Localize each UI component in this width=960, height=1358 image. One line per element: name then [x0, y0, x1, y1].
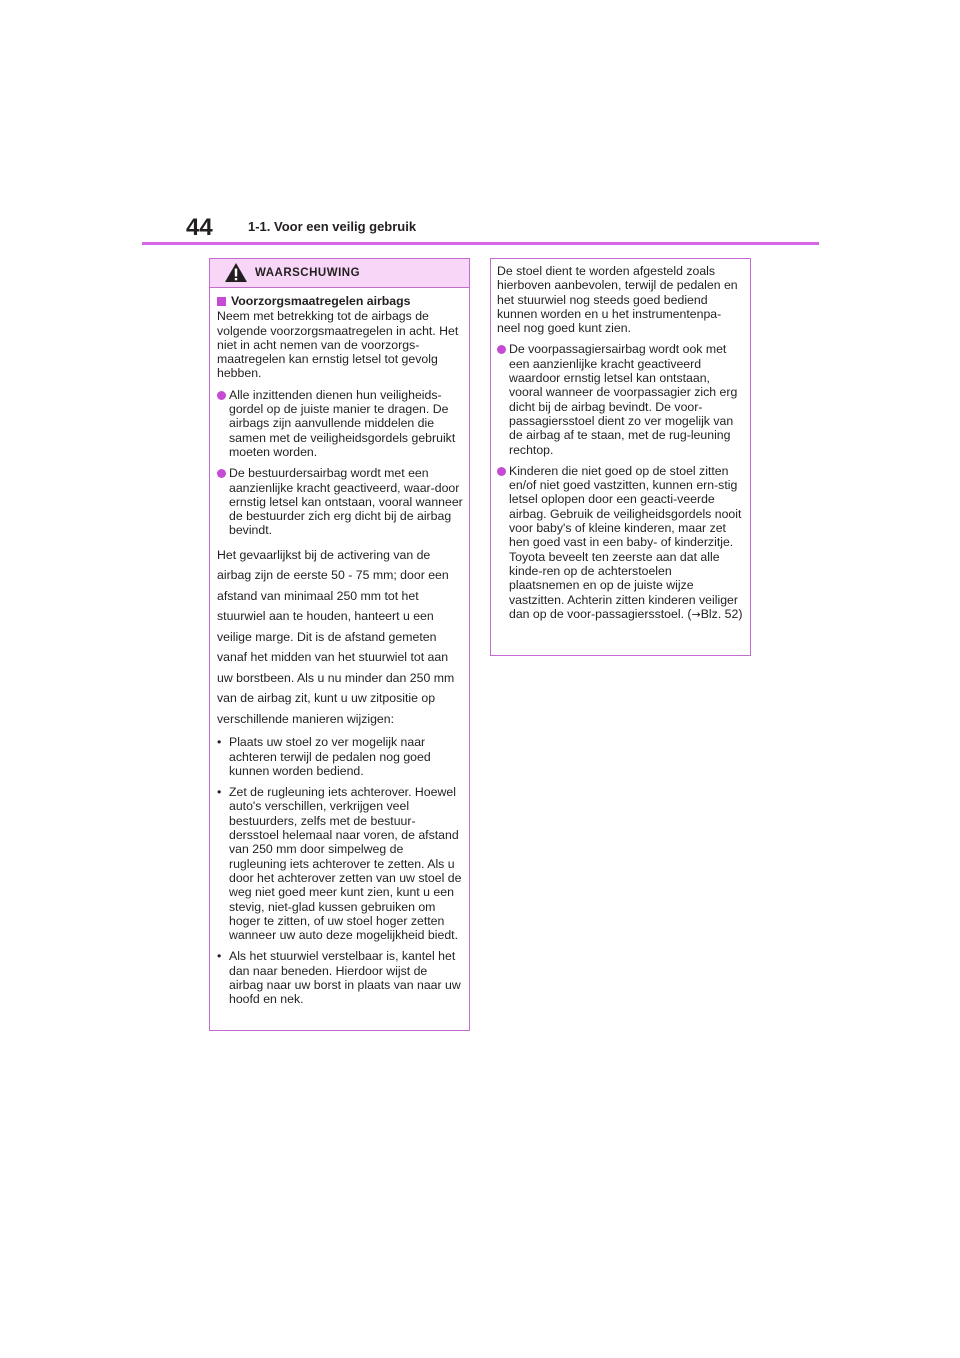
continuation-point-text: Kinderen die niet goed op de stoel zitten en/of niet goed vastzitten, kunnen ern-stig letsel oplopen door een geacti-veerde airbag. Gebruik de veiligheidsgordels nooit voor baby's of kleine kinderen, maar zet hen goed vast in een baby- of kinderzitje. Toyota beveelt ten zeerste aan dat alle kinde-ren op de achterstoelen plaatsnemen en op de juiste wijze vastzitten. Achterin zitten kinderen veiliger dan op de voor-passagiersstoel. (: [509, 463, 742, 621]
distance-paragraph: Het gevaarlijkst bij de activering van de airbag zijn de eerste 50 - 75 mm; door een afstand van minimaal 250 mm tot het stuurwiel aan te houden, hanteert u een veilige marge. Dit is de afstand gemeten vanaf het midden van het stuurwiel tot aan uw borstbeen. Als u nu minder dan 250 mm van de airbag zit, kunt u uw zitpositie op verschillende manieren wijzigen:: [217, 547, 455, 726]
bullet-mark: •: [217, 735, 222, 750]
warning-point-text: Alle inzittenden dienen hun veiligheids-gordel op de juiste manier te dragen. De airbags zijn aanvullende middelen die samen met de veiligheidsgordels gebruikt moeten worden.: [229, 387, 456, 459]
warning-title: WAARSCHUWING: [255, 267, 361, 279]
page-number: 44: [186, 214, 213, 241]
continuation-point-text: De voorpassagiersairbag wordt ook met een aanzienlijke kracht geactiveerd waardoor ernstig letsel kan ontstaan, vooral wanneer de voorpassagier zich erg dicht bij de airbag bevindt. De voor-passagiersstoel dient zo ver mogelijk van de airbag af te staan, met de rug-leuning rechtop.: [509, 342, 738, 457]
warning-header: [210, 259, 469, 288]
bullet-text: Zet de rugleuning iets achterover. Hoewel auto's verschillen, verkrijgen veel bestuurders, zelfs met de bestuur-dersstoel helemaal naar voren, de afstand van 250 mm door simpelweg de rugleuning iets achterover te zetten. Als u door het achterover zetten van uw stoel de weg niet goed meer kunt zien, kunt u een stevig, niet-glad kussen gebruiken om hoger te zitten, of uw stoel hoger zetten wanneer uw auto deze mogelijkheid biedt.: [229, 785, 462, 943]
warning-heading-text: Voorzorgsmaatregelen airbags: [231, 294, 411, 308]
header-rule: [142, 242, 819, 245]
bullet-item: [217, 735, 463, 778]
square-bullet-icon: [217, 297, 226, 306]
continuation-intro: De stoel dient te worden afgesteld zoals hierboven aanbevolen, terwijl de pedalen en het stuurwiel nog steeds goed bediend kunnen worden en u het instrumentenpa-neel nog goed kunt zien.: [497, 264, 738, 336]
warning-box: [209, 258, 470, 1031]
bullet-item: [217, 949, 463, 1006]
circle-bullet-icon: [497, 467, 506, 476]
arrow-right-icon: →: [691, 607, 701, 621]
warning-triangle-icon: [224, 262, 248, 283]
continuation-box: [490, 258, 751, 656]
warning-point: [217, 466, 463, 537]
warning-intro: Neem met betrekking tot de airbags de volgende voorzorgsmaatregelen in acht. Het niet in acht nemen van de voorzorgs-maatregelen kan ernstig letsel tot gevolg hebben.: [217, 309, 459, 381]
circle-bullet-icon: [217, 469, 226, 478]
bullet-mark: •: [217, 949, 222, 964]
warning-point-text: De bestuurdersairbag wordt met een aanzienlijke kracht geactiveerd, waar-door ernstig letsel kan ontstaan, vooral wanneer de bestuurder zich erg dicht bij de airbag bevindt.: [229, 466, 463, 538]
circle-bullet-icon: [217, 391, 226, 400]
bullet-text: Als het stuurwiel verstelbaar is, kantel het dan naar beneden. Hierdoor wijst de airbag naar uw borst in plaats van naar uw hoofd en nek.: [229, 949, 461, 1007]
warning-point: [217, 388, 463, 459]
continuation-point: [497, 342, 744, 456]
section-title: 1-1. Voor een veilig gebruik: [248, 219, 417, 234]
bullet-item: [217, 785, 463, 942]
bullet-mark: •: [217, 785, 222, 800]
continuation-point: [497, 464, 744, 622]
warning-content: [210, 288, 469, 1007]
page-reference-link[interactable]: Blz. 52): [700, 606, 743, 621]
continuation-content: [491, 259, 750, 622]
bullet-text: Plaats uw stoel zo ver mogelijk naar achteren terwijl de pedalen nog goed kunnen worden bediend.: [229, 735, 431, 778]
warning-heading: [217, 294, 463, 308]
circle-bullet-icon: [497, 345, 506, 354]
